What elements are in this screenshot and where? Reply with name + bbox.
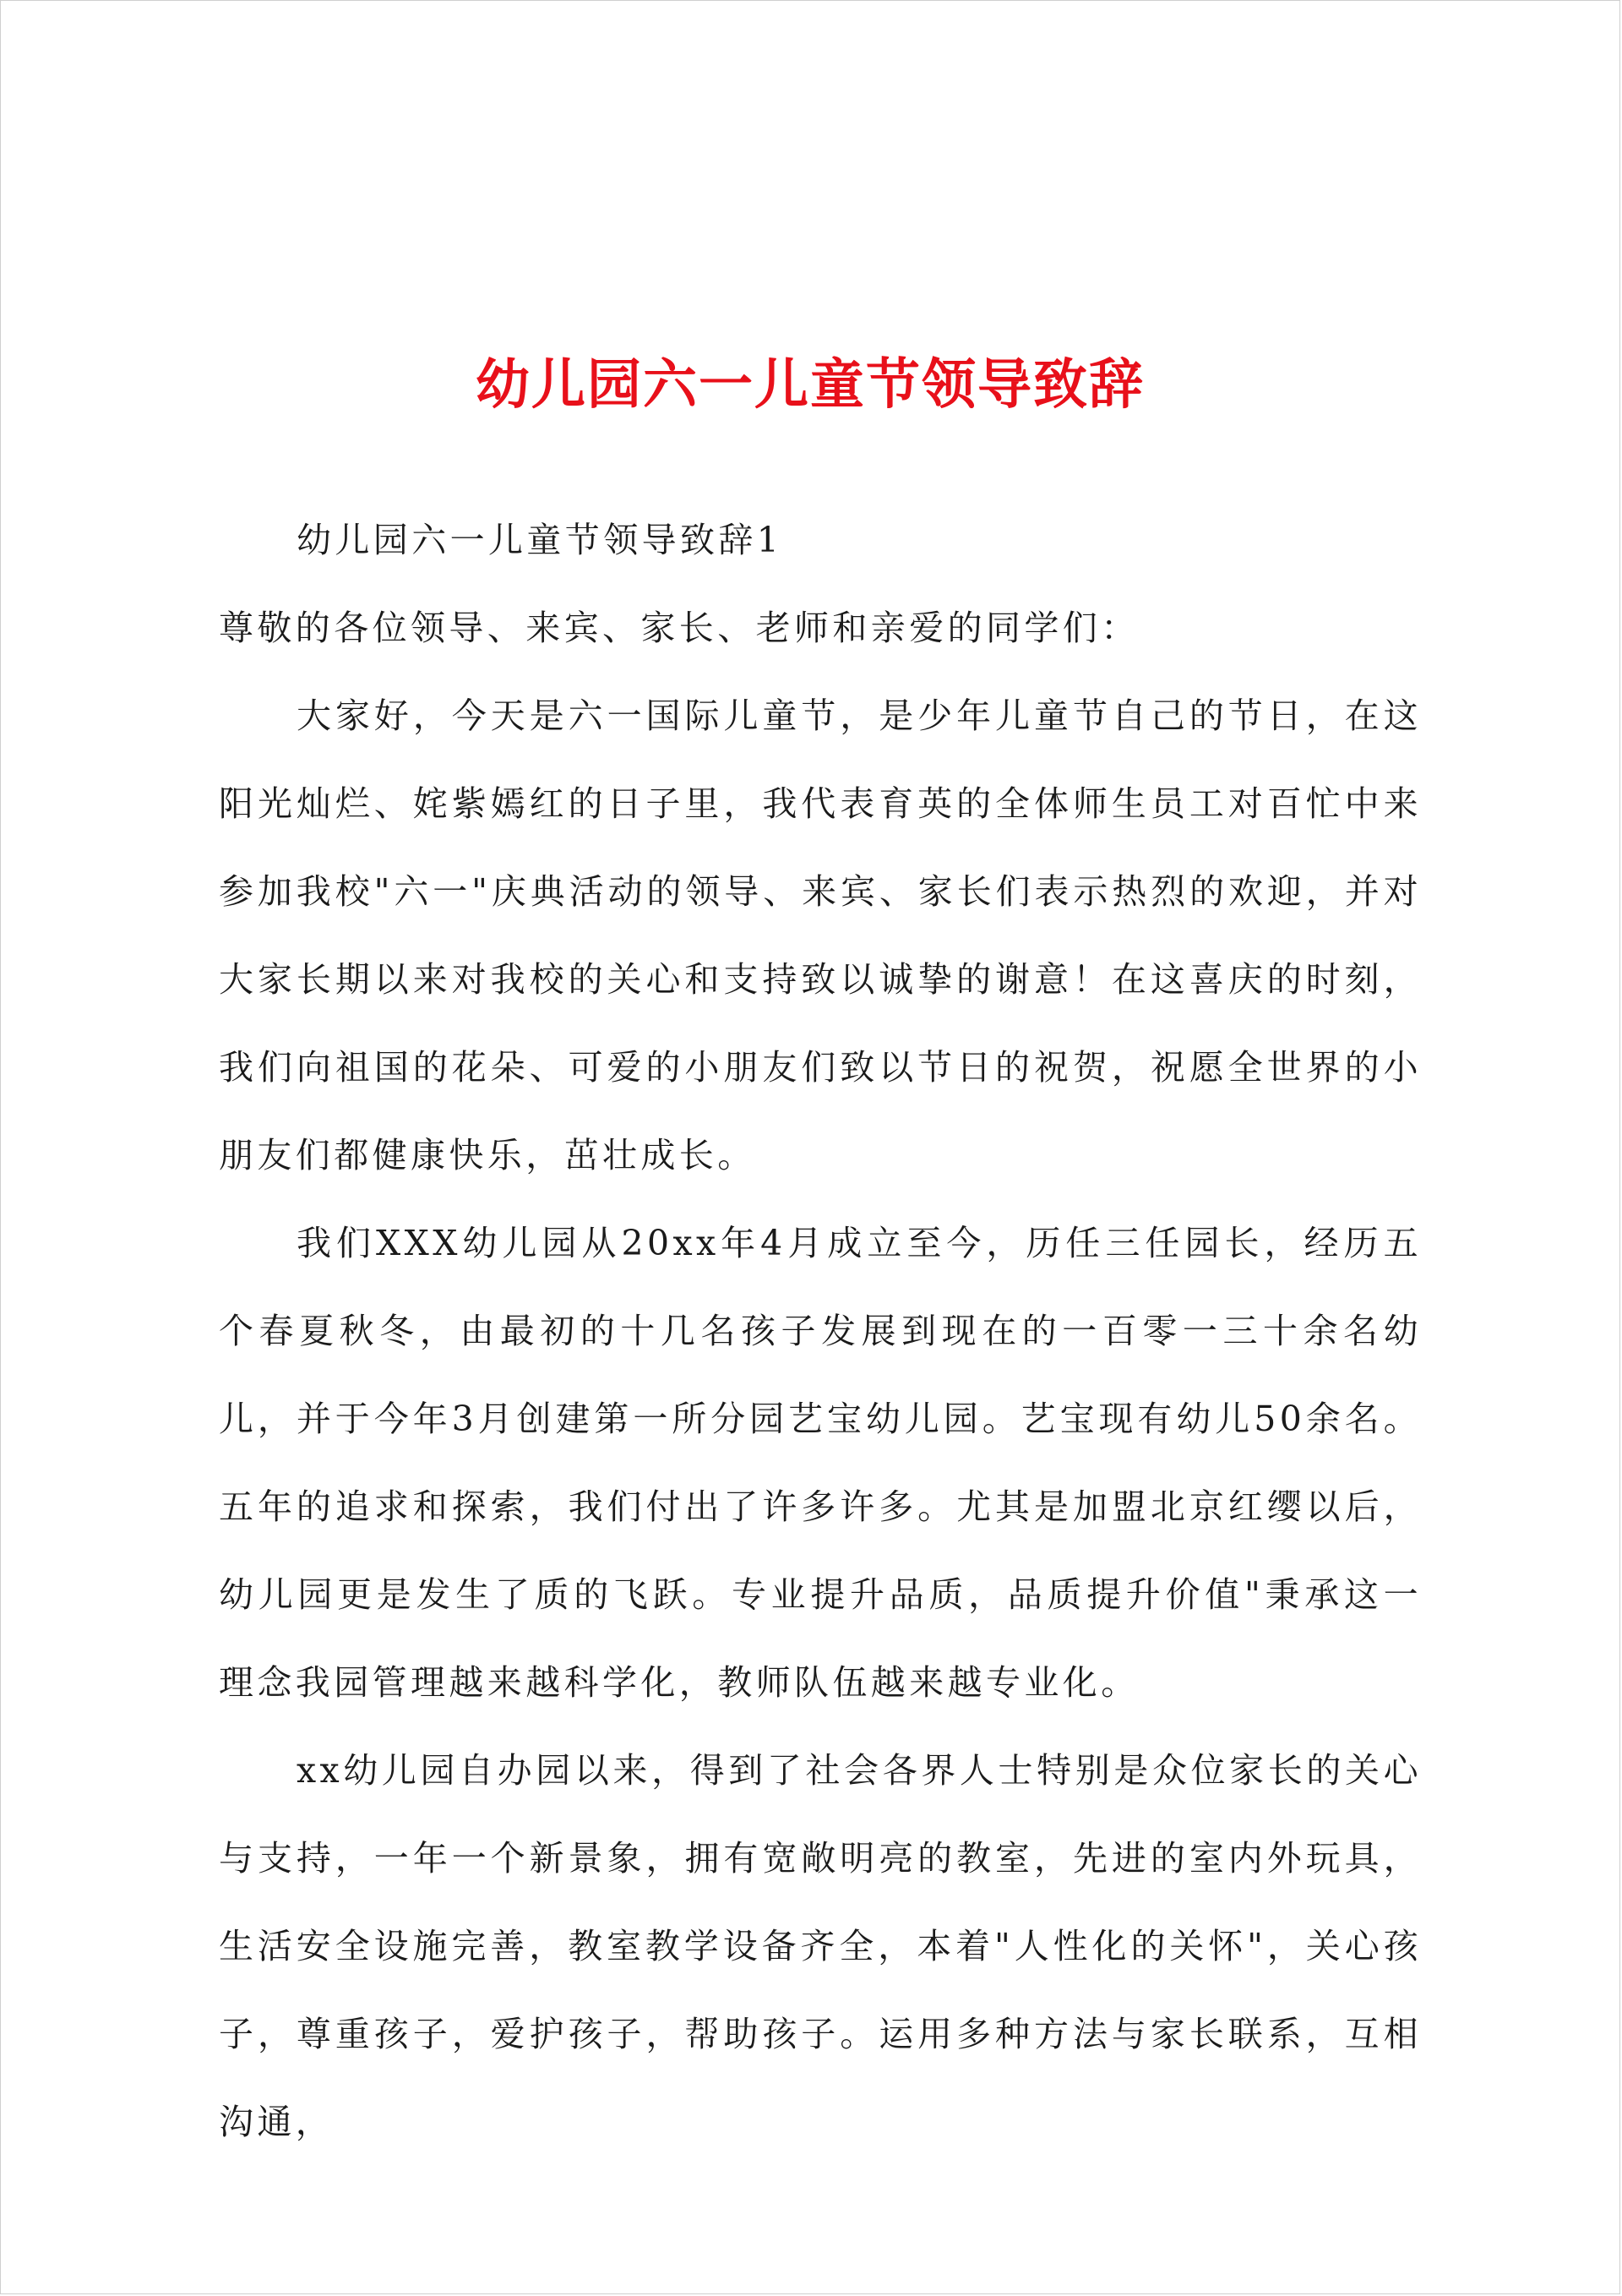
document-body <box>219 496 1422 2166</box>
paragraph-salutation: 尊敬的各位领导、来宾、家长、老师和亲爱的同学们： <box>219 608 1140 648</box>
paragraph: xx幼儿园自办园以来，得到了社会各界人士特别是众位家长的关心与支持，一年一个新景象，拥有宽敞明亮的教室，先进的室内外玩具，生活安全设施完善，教室教学设备齐全，本着"人性化的关怀"，关心孩子，尊重孩子，爱护孩子，帮助孩子。运用多种方法与家长联系，互相沟通， <box>219 1750 1422 2142</box>
document-title: 幼儿园六一儿童节领导致辞 <box>476 353 1145 417</box>
paragraph: 我们XXX幼儿园从20xx年4月成立至今，历任三任园长，经历五个春夏秋冬，由最初的十几名孩子发展到现在的一百零一三十余名幼儿，并于今年3月创建第一所分园艺宝幼儿园。艺宝现有幼儿50余名。五年的追求和探索，我们付出了许多许多。尤其是加盟北京红缨以后，幼儿园更是发生了质的飞跃。专业提升品质，品质提升价值"秉承这一理念我园管理越来越科学化，教师队伍越来越专业化。 <box>219 1223 1422 1703</box>
paragraph: 大家好，今天是六一国际儿童节，是少年儿童节自己的节日，在这阳光灿烂、姹紫嫣红的日子里，我代表育英的全体师生员工对百忙中来参加我校"六一"庆典活动的领导、来宾、家长们表示热烈的欢迎，并对大家长期以来对我校的关心和支持致以诚挚的谢意！在这喜庆的时刻，我们向祖国的花朵、可爱的小朋友们致以节日的祝贺，祝愿全世界的小朋友们都健康快乐，茁壮成长。 <box>219 695 1422 1175</box>
paragraph-subtitle: 幼儿园六一儿童节领导致辞1 <box>297 520 783 560</box>
